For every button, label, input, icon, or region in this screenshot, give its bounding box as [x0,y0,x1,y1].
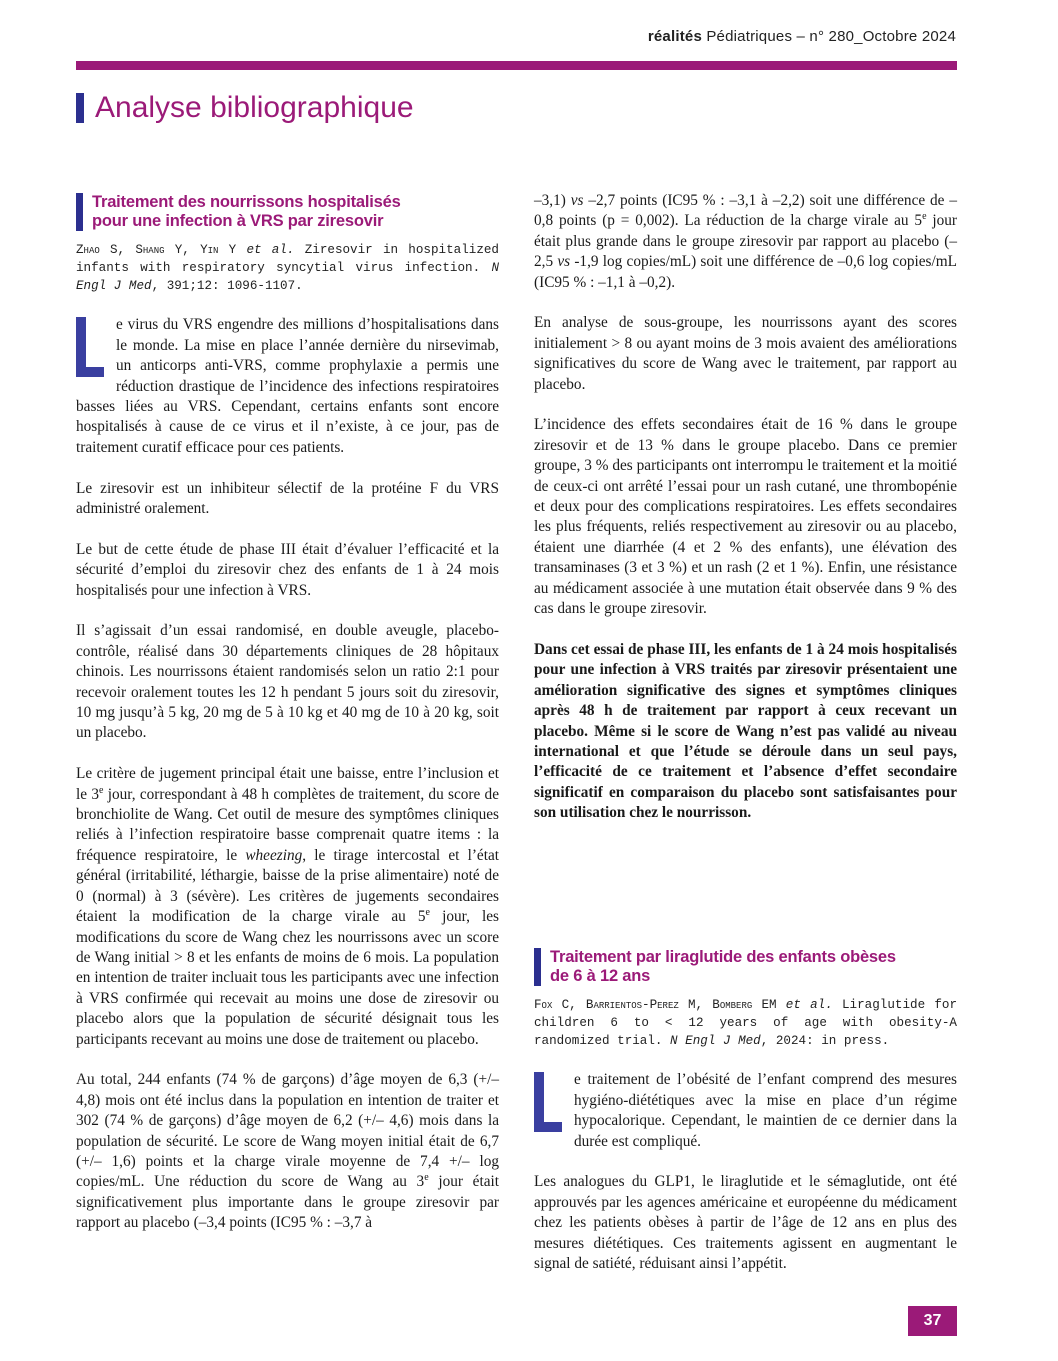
text: jour était significativement plus importante dans le groupe ziresovir par rapport au placebo (–3,4 points (IC95 % : –3,7 à [76,1173,500,1232]
article1-paragraph-1 [76,315,499,458]
paragraph-text: e traitement de l’obésité de l’enfant comprend des mesures hygiéno-diététiques avec la mise en place d’un régime hypocalorique. Cependant, le maintien de ce dernier dans la durée est compliqué. [574,1071,957,1150]
text: Le critère de jugement principal était une baisse, entre l’inclusion et le 3 [76,765,499,803]
text: –2,7 points (IC95 % : –3,1 à –2,2) soit une différence de –0,8 points (p = 0,002). La réduction de la charge virale au 5 [534,192,957,230]
header-rule [76,61,957,70]
text: Au total, 244 enfants (74 % de garçons) d’âge moyen de 6,3 (+/– 4,8) mois ont été inclus dans la population en intention de traiter et 302 (74 % de garçons) d’âge moyen de 6,2 (+/– 4,6) mois dans la population de sécurité. Le score de Wang moyen initial était de 6,7 (+/– 1,6) points et la charge virale moyenne de 7,4 +/– log copies/mL. Une réduction du score de Wang au 3 [76,1071,499,1191]
article1-paragraph-3: Le but de cette étude de phase III était d’évaluer l’efficacité et la sécurité d’emploi du ziresovir chez des enfants de 1 à 24 mois hospitalisés pour une infection à VRS. [76,540,499,599]
article1-paragraph-2: Le ziresovir est un inhibiteur sélectif de la protéine F du VRS administré oralement. [76,479,499,518]
article1-conclusion: Dans cet essai de phase III, les enfants de 1 à 24 mois hospitalisés pour une infection à VRS traités par ziresovir présentaient une amélioration significative des signes et symptômes cliniques après 48 h de traitement par rapport à ceux recevant un placebo. Même si le score de Wang n’est pas validé au niveau international et que l’étude se déroule dans un seul pays, l’efficacité de ce traitement et l’absence d’effet secondaire significatif en comparaison du placebo sont satisfaisantes pour son utilisation chez le nourrisson. [534,640,957,822]
ref-etal: et al. [246,243,295,257]
sup: e [424,1172,429,1184]
article1-paragraph-8: En analyse de sous-groupe, les nourrissons ayant des scores initialement > 8 ou ayant moins de 3 mois avaient des améliorations significatives du score de Wang avec le traitement, par rapport au placebo. [534,314,957,393]
ref-title: Liraglutide for children 6 to < 12 years of age with obesity-A randomized trial. [534,998,958,1048]
article1-paragraph-6 [76,1070,499,1233]
article1-paragraph-4: Il s’agissait d’un essai randomisé, en double aveugle, placebo-contrôle, réalisé dans 30 départements cliniques de 28 hôpitaux chinois. Les nourrissons étaient randomisés selon un ratio 2:1 pour recevoir oralement toutes les 12 h pendant 5 jours soit du ziresovir, 10 mg jusqu’à 5 kg, 20 mg de 5 à 10 kg et 40 mg de 10 à 20 kg, soit un placebo. [76,622,499,742]
article2-paragraph-1 [534,1070,957,1152]
ref-authors: Zhao S, Shang Y, Yin Y [76,243,237,257]
sup: e [98,784,104,796]
article1-paragraph-9: L’incidence des effets secondaires était de 16 % dans le groupe ziresovir et de 13 % dans le groupe placebo. Dans ce premier groupe, 3 % des participants ont interrompu le traitement et la moitié de ceux-ci ont arrêté l’essai pour un rash cutané, une thrombopénie et deux pour des complications respiratoires. Les effets secondaires les plus fréquents, reliés respectivement au ziresovir ou au placebo, étaient une diarrhée (4 et 2 % des enfants), une élévation des transaminases (3 et 3 %) et un rash (2 et 1 %). Enfin, une résistance au médicament associée à une mutation était observée dans 9 % des cas dans le groupe ziresovir. [534,416,957,618]
article1-title [92,193,401,231]
drop-cap [76,317,104,377]
text: jour, correspondant à 48 h complètes de traitement, du score de bronchiolite de Wang. Cet outil de mesure des symptômes cliniques reliés à l’infection respiratoire basse comprenait quatre items : la fréquence respiratoire, le [76,785,499,864]
article2-paragraph-2: Les analogues du GLP1, le liraglutide et le sémaglutide, ont été approuvés par les agences américaine et européenne du médicament chez les patients obèses à partir de l’âge de 12 ans en plus des mesures diététiques. Ces traitements agissent en augmentant le signal de satiété, réduisant ainsi l’appétit. [534,1173,957,1273]
article-marker [76,193,83,231]
text: , le tirage intercostal et l’état général (irritabilité, léthargie, baisse de la prise alimentaire) noté de 0 (normal) à 3 (sévère). Les critères de jugements secondaires étaient la modification de la charge virale au 5 [76,846,499,926]
sup: e [922,211,927,223]
left-column [76,193,499,1254]
journal-header [648,28,956,45]
right-column [534,191,957,844]
article2-title [550,948,896,986]
ref-volume: , 391;12: 1096-1107. [151,279,303,293]
journal-issue: Pédiatriques – n° 280_Octobre 2024 [701,28,956,45]
italic: vs [557,253,571,271]
section-title: Analyse bibliographique [95,91,414,124]
article2-title-line2: de 6 à 12 ans [550,967,651,985]
article2-reference [534,996,957,1050]
article1-paragraph-7 [534,191,957,293]
italic: vs [570,192,584,209]
article2-heading [534,948,957,986]
ref-etal: et al. [785,998,833,1012]
ref-title: Ziresovir in hospitalized infants with respiratory syncytial virus infection. [76,243,499,275]
paragraph-text: e virus du VRS engendre des millions d’hospitalisations dans le monde. La mise en place l’année dernière du nirsevimab, un anticorps anti-VRS, comme prophylaxie a permis une réduction drastique de l’incidence des infections respiratoires basses liées au VRS. Cependant, certains enfants sont encore hospitalisés à cause de ce virus et il n’existe, à ce jour, pas de traitement curatif efficace pour ces patients. [76,316,499,456]
article1-heading [76,193,499,231]
right-column-article2 [534,948,957,1295]
article1-title-line2: pour une infection à VRS par ziresovir [92,212,384,230]
ref-journal: N Engl J Med [76,261,499,293]
ref-authors: Fox C, Barrientos-Perez M, Bomberg EM [534,998,777,1012]
drop-cap [534,1072,562,1132]
article2-title-line1: Traitement par liraglutide des enfants obèses [550,948,896,966]
sup: e [425,907,430,919]
journal-name: réalités [647,28,702,45]
text: jour était plus grande dans le groupe ziresovir par rapport au placebo (–2,5 [534,212,957,271]
section-marker [76,93,84,123]
italic-term: wheezing [245,846,303,864]
page-number: 37 [908,1306,957,1336]
article-marker [534,948,541,986]
text: jour, les modifications du score de Wang chez les nourrissons avec un score de Wang initial > 8 et les enfants de moins de 6 mois. La population en intention de traiter incluait tous les participants avec une infection à VRS confirmée qui recevait au moins une dose de ziresovir ou placebo alors que la population de sécurité désignait tous les participants recevant au moins une dose de traitement ou placebo. [76,908,499,1048]
text: –3,1) [534,192,571,209]
article1-reference [76,241,499,295]
ref-journal: N Engl J Med [670,1034,761,1048]
article1-title-line1: Traitement des nourrissons hospitalisés [92,193,401,211]
section-heading [76,88,414,128]
ref-volume: , 2024: in press. [760,1034,890,1048]
article1-paragraph-5 [76,764,499,1050]
text: -1,9 log copies/mL) soit une différence de –0,6 log copies/mL (IC95 % : –1,1 à –0,2). [534,253,957,291]
